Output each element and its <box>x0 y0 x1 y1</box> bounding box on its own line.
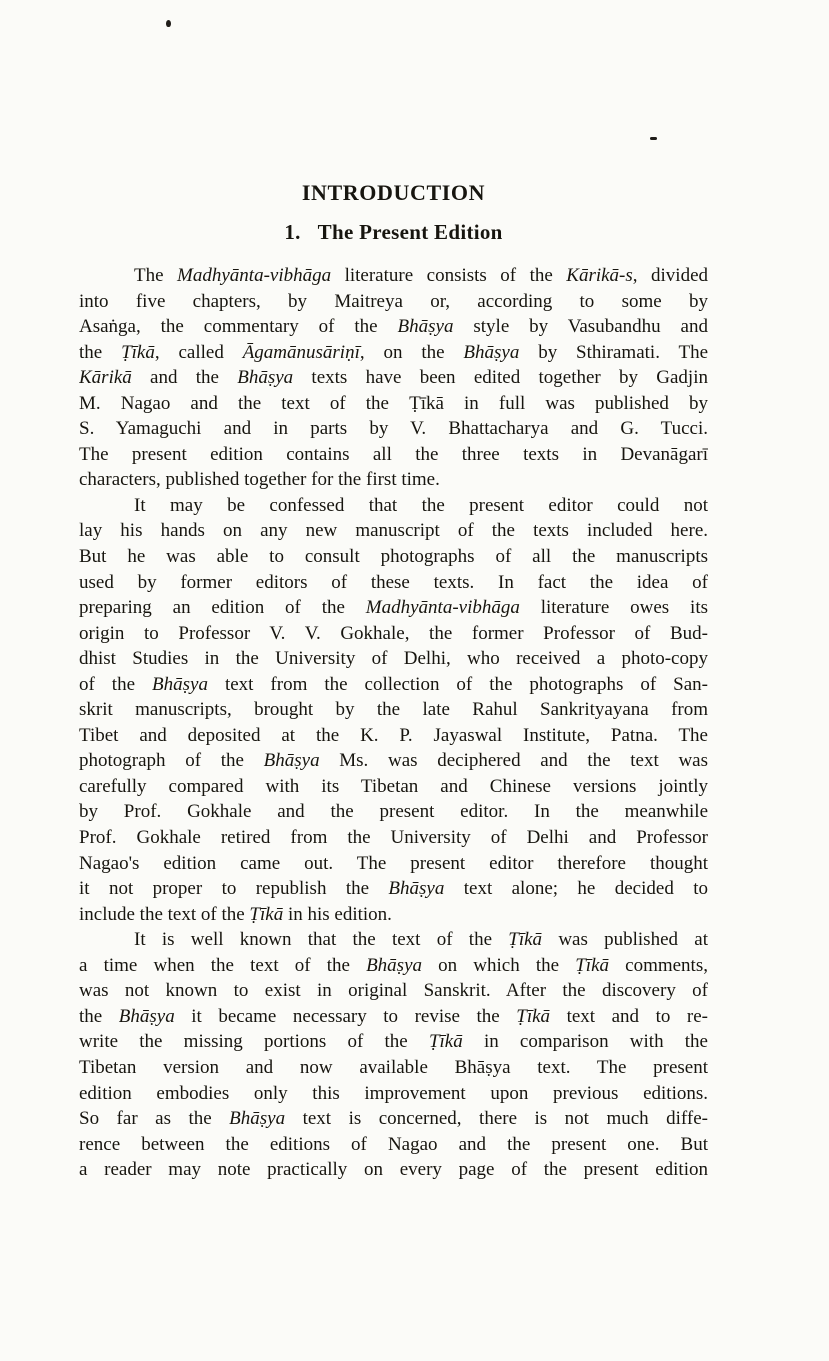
text-line: M. Nagao and the text of the Ṭīkā in full was published by <box>79 392 708 414</box>
text-line: Tibet and deposited at the K. P. Jayaswal Institute, Patna. The <box>79 724 708 746</box>
text-line: photograph of the Bhāṣya Ms. was deciphered and the text was <box>79 750 708 772</box>
text-line: it not proper to republish the Bhāṣya text alone; he decided to <box>79 878 708 900</box>
paragraph <box>79 927 708 1182</box>
text-line: edition embodies only this improvement upon previous editions. <box>79 1082 708 1104</box>
text-line: Asaṅga, the commentary of the Bhāṣya style by Vasubandhu and <box>79 316 708 338</box>
text-line: But he was able to consult photographs of all the manuscripts <box>79 546 708 568</box>
section-number: 1. <box>284 220 301 244</box>
section-title: The Present Edition <box>317 220 503 244</box>
text-line: skrit manuscripts, brought by the late Rahul Sankrityayana from <box>79 699 708 721</box>
text-line: was not known to exist in original Sanskrit. After the discovery of <box>79 980 708 1002</box>
page-body <box>79 263 708 1183</box>
text-line: rence between the editions of Nagao and the present one. But <box>79 1133 708 1155</box>
text-line: into five chapters, by Maitreya or, according to some by <box>79 290 708 312</box>
scan-artifact-dot <box>166 20 171 27</box>
text-line: Nagao's edition came out. The present editor therefore thought <box>79 852 708 874</box>
text-line: Tibetan version and now available Bhāṣya text. The present <box>79 1056 708 1078</box>
text-line: The Madhyānta-vibhāga literature consists of the Kārikā-s, divided <box>134 265 708 286</box>
text-line: used by former editors of these texts. In fact the idea of <box>79 571 708 593</box>
text-line: carefully compared with its Tibetan and Chinese versions jointly <box>79 775 708 797</box>
text-line: characters, published together for the first time. <box>79 469 440 491</box>
text-line: Prof. Gokhale retired from the University of Delhi and Professor <box>79 827 708 849</box>
text-line: It may be confessed that the present editor could not <box>134 494 708 516</box>
text-line: It is well known that the text of the Ṭīkā was published at <box>134 929 708 951</box>
text-line: write the missing portions of the Ṭīkā in comparison with the <box>79 1031 708 1053</box>
text-line: So far as the Bhāṣya text is concerned, there is not much diffe- <box>79 1108 708 1130</box>
text-line: the Ṭīkā, called Āgamānusāriṇī, on the Bhāṣya by Sthiramati. The <box>79 341 708 363</box>
scan-artifact-dash <box>650 137 657 140</box>
text-line: S. Yamaguchi and in parts by V. Bhattacharya and G. Tucci. <box>79 418 708 440</box>
text-line: The present edition contains all the three texts in Devanāgarī <box>79 443 708 465</box>
text-line: the Bhāṣya it became necessary to revise the Ṭīkā text and to re- <box>79 1005 708 1027</box>
text-line: include the text of the Ṭīkā in his edition. <box>79 903 392 925</box>
text-line: Kārikā and the Bhāṣya texts have been edited together by Gadjin <box>79 367 708 389</box>
section-heading <box>79 220 708 245</box>
text-line: dhist Studies in the University of Delhi, who received a photo-copy <box>79 648 708 670</box>
text-line: preparing an edition of the Madhyānta-vibhāga literature owes its <box>79 597 708 619</box>
page-heading: INTRODUCTION <box>301 180 486 205</box>
text-line: of the Bhāṣya text from the collection of the photographs of San- <box>79 673 708 695</box>
text-line: origin to Professor V. V. Gokhale, the former Professor of Bud- <box>79 622 708 644</box>
text-line: by Prof. Gokhale and the present editor. In the meanwhile <box>79 801 708 823</box>
paragraph <box>79 493 708 927</box>
text-line: lay his hands on any new manuscript of the texts included here. <box>79 520 708 542</box>
text-line: a reader may note practically on every page of the present edition <box>79 1159 708 1181</box>
text-line: a time when the text of the Bhāṣya on which the Ṭīkā comments, <box>79 954 708 976</box>
paragraph <box>79 263 708 493</box>
